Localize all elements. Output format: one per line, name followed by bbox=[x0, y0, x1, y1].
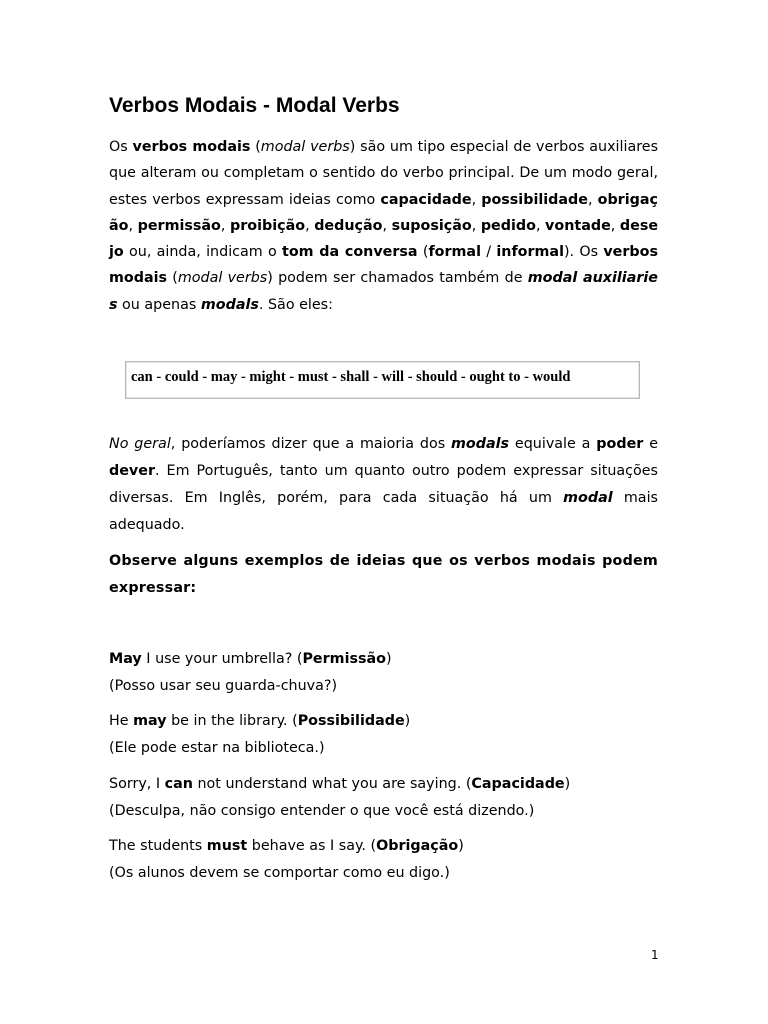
example-type: Possibilidade bbox=[297, 713, 405, 729]
intro-bold: informal bbox=[496, 244, 564, 261]
example-text: The students bbox=[109, 838, 207, 854]
intro-bold: dedução bbox=[314, 217, 383, 234]
para-text: e bbox=[643, 436, 659, 452]
para-text: equivale a bbox=[509, 436, 597, 452]
page-number: 1 bbox=[651, 948, 659, 962]
example-modal: May bbox=[109, 651, 142, 667]
example-type: Capacidade bbox=[471, 776, 565, 792]
modal-verbs-list: can - could - may - might - must - shall - will - should - ought to - would bbox=[131, 369, 571, 385]
intro-italic: modal verbs bbox=[260, 139, 350, 155]
example-sentence bbox=[109, 833, 669, 860]
example-text: I use your umbrella? ( bbox=[141, 651, 303, 667]
intro-bold: possibilidade bbox=[481, 191, 588, 208]
intro-bold: suposição bbox=[391, 217, 472, 234]
example-sentence bbox=[109, 771, 669, 798]
intro-text: , bbox=[471, 217, 481, 234]
intro-text: , bbox=[471, 191, 482, 208]
para-text: . Em Português, tanto um quanto outro podem expressar situações diversas. Em Inglês, porém, para cada situação há um bbox=[109, 463, 658, 506]
intro-text: ( bbox=[417, 244, 429, 261]
example-modal: may bbox=[133, 713, 167, 729]
example-sentence bbox=[109, 708, 669, 735]
intro-text: , bbox=[610, 217, 620, 234]
intro-bold-italic: modal auxiliaries bbox=[109, 270, 658, 313]
intro-bold: vontade bbox=[545, 217, 611, 234]
example-text: be in the library. ( bbox=[166, 713, 298, 729]
intro-bold-italic: modals bbox=[200, 296, 259, 313]
intro-text: / bbox=[480, 244, 497, 261]
intro-text: , bbox=[535, 217, 546, 234]
example-item bbox=[109, 833, 669, 887]
example-item bbox=[109, 646, 669, 700]
intro-italic: modal verbs bbox=[177, 270, 268, 287]
para-text: , poderíamos dizer que a maioria dos bbox=[170, 436, 452, 452]
example-type: Obrigação bbox=[376, 838, 459, 854]
intro-bold: obrigação bbox=[109, 191, 658, 234]
intro-bold: capacidade bbox=[380, 191, 472, 208]
example-type: Permissão bbox=[302, 651, 386, 667]
example-text: ) bbox=[564, 776, 571, 792]
page-title: Verbos Modais - Modal Verbs bbox=[109, 94, 400, 117]
para-italic: No geral bbox=[109, 436, 171, 452]
intro-text: ou apenas bbox=[117, 296, 201, 313]
intro-bold: pedido bbox=[480, 217, 536, 234]
example-text: not understand what you are saying. ( bbox=[192, 776, 472, 792]
example-text: ) bbox=[404, 713, 411, 729]
example-translation: (Posso usar seu guarda-chuva?) bbox=[109, 678, 338, 694]
intro-text: , bbox=[305, 217, 315, 234]
intro-text: , bbox=[220, 217, 230, 234]
intro-bold: verbos modais bbox=[109, 244, 658, 287]
intro-text: , bbox=[128, 217, 138, 234]
example-text: He bbox=[109, 713, 134, 729]
example-item bbox=[109, 708, 669, 762]
intro-text: ( bbox=[250, 139, 261, 155]
para-bold-italic: modals bbox=[451, 436, 510, 452]
intro-paragraph bbox=[109, 134, 658, 318]
para-bold: poder bbox=[596, 436, 644, 452]
intro-text: , bbox=[382, 217, 392, 234]
example-modal: can bbox=[164, 776, 193, 792]
intro-bold: verbos modais bbox=[132, 139, 251, 155]
intro-text: ( bbox=[167, 270, 178, 287]
intro-bold: permissão bbox=[137, 217, 221, 234]
intro-text: ou, ainda, indicam o bbox=[123, 244, 283, 261]
example-text: ) bbox=[385, 651, 392, 667]
intro-text: ). Os bbox=[563, 244, 604, 261]
intro-text: , bbox=[587, 191, 598, 208]
intro-text: ) são um tipo especial de verbos auxiliares que alteram ou completam o sentido do verbo principal. De um modo geral, estes verbos expressam ideias como bbox=[109, 139, 659, 208]
example-translation: (Desculpa, não consigo entender o que você está dizendo.) bbox=[109, 803, 535, 819]
example-text: Sorry, I bbox=[109, 776, 165, 792]
para-bold: dever bbox=[109, 463, 155, 479]
intro-text: Os bbox=[109, 139, 133, 155]
example-item bbox=[109, 771, 669, 825]
intro-text: . São eles: bbox=[258, 296, 333, 313]
intro-text: ) podem ser chamados também de bbox=[267, 270, 528, 287]
example-sentence bbox=[109, 646, 669, 673]
intro-bold: tom da conversa bbox=[282, 244, 418, 261]
general-paragraph bbox=[109, 431, 658, 539]
example-text: ) bbox=[458, 838, 464, 854]
example-translation: (Ele pode estar na biblioteca.) bbox=[109, 740, 325, 756]
para-text: mais adequado. bbox=[109, 490, 658, 533]
example-text: behave as I say. ( bbox=[247, 838, 377, 854]
examples-heading: Observe alguns exemplos de ideias que os verbos modais podem expressar: bbox=[109, 553, 658, 596]
para-bold-italic: modal bbox=[563, 490, 613, 506]
intro-bold: desejo bbox=[109, 217, 659, 261]
example-translation: (Os alunos devem se comportar como eu digo.) bbox=[109, 865, 450, 881]
example-modal: must bbox=[206, 838, 248, 854]
intro-bold: formal bbox=[428, 244, 481, 261]
modal-verbs-list-box bbox=[125, 361, 640, 399]
intro-bold: proibição bbox=[229, 217, 306, 234]
